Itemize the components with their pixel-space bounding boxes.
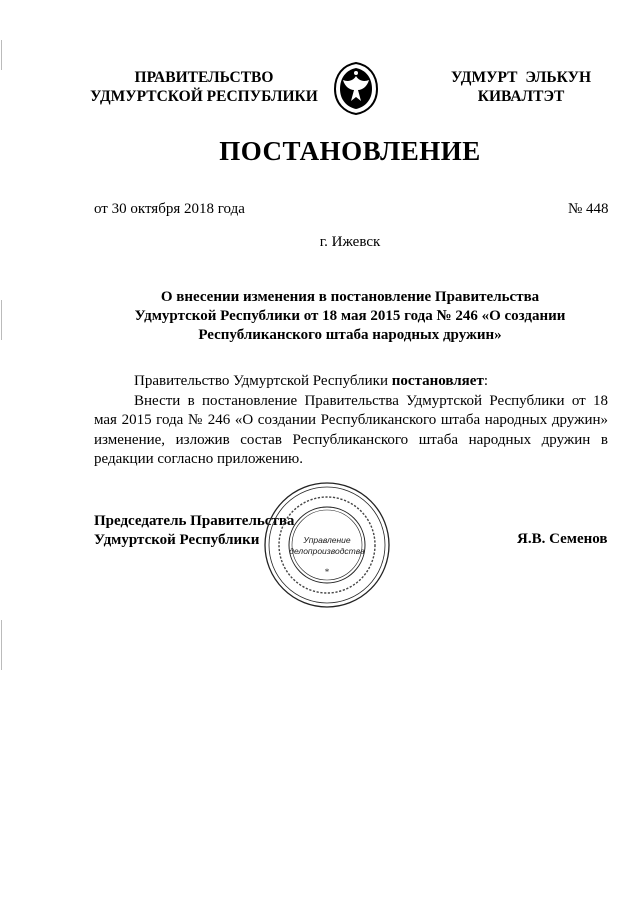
subject-line3: Республиканского штаба народных дружин» [198, 327, 502, 343]
document-date: от 30 октября 2018 года [94, 201, 245, 217]
subject-line2: Удмуртской Республики от 18 мая 2015 года № 246 «О создании [134, 308, 566, 324]
p1-end: : [483, 373, 488, 389]
scan-margin-mark [1, 620, 2, 670]
stamp-line2: делопроизводства [289, 546, 365, 556]
document-number: № 448 [568, 201, 609, 217]
subject-line1: О внесении изменения в постановление Правительства [160, 289, 540, 305]
header-left-line2: УДМУРТСКОЙ РЕСПУБЛИКИ [90, 88, 318, 105]
svg-text:*: * [324, 567, 330, 577]
header-right-line1: УДМУРТ ЭЛЬКУН [450, 69, 592, 86]
document-body [94, 372, 608, 470]
header-right-line2: КИВАЛТЭТ [477, 88, 565, 105]
document-title: ПОСТАНОВЛЕНИЕ [219, 136, 481, 166]
signature-position-line1: Председатель Правительства [94, 513, 295, 529]
udmurtia-coat-of-arms-icon [331, 60, 381, 116]
document-subject [120, 288, 580, 345]
scan-margin-mark [1, 300, 2, 340]
signatory-name: Я.В. Семенов [517, 531, 608, 547]
stamp-line1: Управление [303, 535, 351, 545]
body-paragraph-1 [94, 372, 608, 392]
header-left [88, 68, 320, 106]
p1-text: Правительство Удмуртской Республики [134, 373, 392, 389]
header-left-line1: ПРАВИТЕЛЬСТВО [134, 69, 274, 86]
document-city: г. Ижевск [319, 234, 381, 250]
signature-position-line2: Удмуртской Республики [94, 532, 260, 548]
body-paragraph-2: Внести в постановление Правительства Удмуртской Республики от 18 мая 2015 года № 246 «О создании Республиканского штаба народных дружин» изменение, изложив состав Республиканского штаба народных дружин в редакции согласно приложению. [94, 392, 608, 467]
p1-bold: постановляет [391, 373, 484, 389]
official-stamp-icon [262, 480, 392, 610]
header-right [436, 68, 606, 106]
scan-margin-mark [1, 40, 2, 70]
